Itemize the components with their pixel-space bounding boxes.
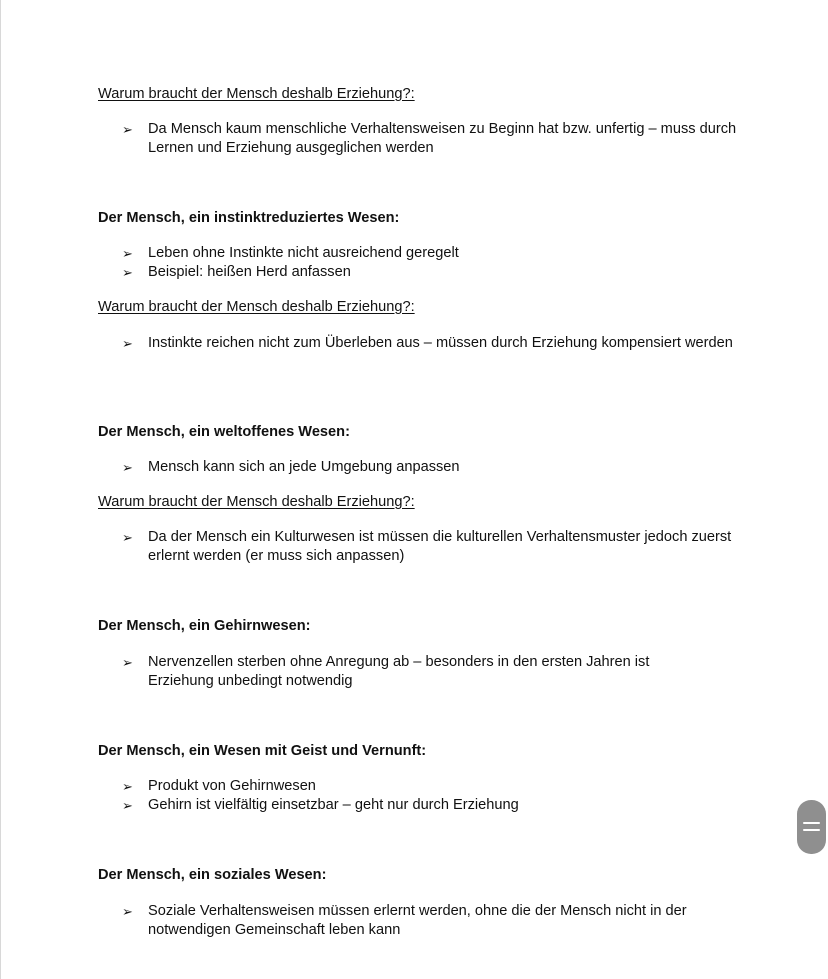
question-heading: Warum braucht der Mensch deshalb Erziehung?: — [98, 494, 415, 510]
list-item: Soziale Verhaltensweisen müssen erlernt werden, ohne die der Mensch nicht in der notwendigen Gemeinschaft leben kann — [148, 903, 687, 938]
list-item: Instinkte reichen nicht zum Überleben aus – müssen durch Erziehung kompensiert werden — [148, 335, 733, 351]
list-item: Leben ohne Instinkte nicht ausreichend geregelt — [148, 245, 459, 261]
bullet-arrow-icon: ➢ — [122, 655, 133, 670]
bullet-arrow-icon: ➢ — [122, 246, 133, 261]
section-heading: Der Mensch, ein weltoffenes Wesen: — [98, 424, 350, 440]
bullet-arrow-icon: ➢ — [122, 530, 133, 545]
drag-handle-icon — [803, 829, 820, 831]
list-item: Gehirn ist vielfältig einsetzbar – geht nur durch Erziehung — [148, 797, 519, 813]
question-heading: Warum braucht der Mensch deshalb Erziehung?: — [98, 299, 415, 315]
bullet-arrow-icon: ➢ — [122, 904, 133, 919]
list-item: Da Mensch kaum menschliche Verhaltensweisen zu Beginn hat bzw. unfertig – muss durch Lernen und Erziehung ausgeglichen werden — [148, 121, 737, 156]
list-item: Beispiel: heißen Herd anfassen — [148, 264, 351, 280]
bullet-arrow-icon: ➢ — [122, 122, 133, 137]
scroll-handle[interactable] — [797, 800, 826, 854]
bullet-arrow-icon: ➢ — [122, 265, 133, 280]
list-item: Mensch kann sich an jede Umgebung anpassen — [148, 459, 460, 475]
section-heading: Der Mensch, ein Gehirnwesen: — [98, 618, 311, 634]
list-item: Da der Mensch ein Kulturwesen ist müssen die kulturellen Verhaltensmuster jedoch zuerst erlernt werden (er muss sich anpassen) — [148, 529, 732, 564]
section-heading: Der Mensch, ein soziales Wesen: — [98, 867, 327, 883]
section-heading: Der Mensch, ein instinktreduziertes Wesen: — [98, 210, 400, 226]
page-edge — [0, 0, 1, 979]
section-heading: Der Mensch, ein Wesen mit Geist und Vernunft: — [98, 743, 427, 759]
bullet-arrow-icon: ➢ — [122, 336, 133, 351]
bullet-arrow-icon: ➢ — [122, 460, 133, 475]
list-item: Nervenzellen sterben ohne Anregung ab – besonders in den ersten Jahren ist Erziehung unbedingt notwendig — [148, 654, 650, 689]
list-item: Produkt von Gehirnwesen — [148, 778, 316, 794]
question-heading: Warum braucht der Mensch deshalb Erziehung?: — [98, 86, 415, 102]
bullet-arrow-icon: ➢ — [122, 779, 133, 794]
bullet-arrow-icon: ➢ — [122, 798, 133, 813]
drag-handle-icon — [803, 822, 820, 824]
